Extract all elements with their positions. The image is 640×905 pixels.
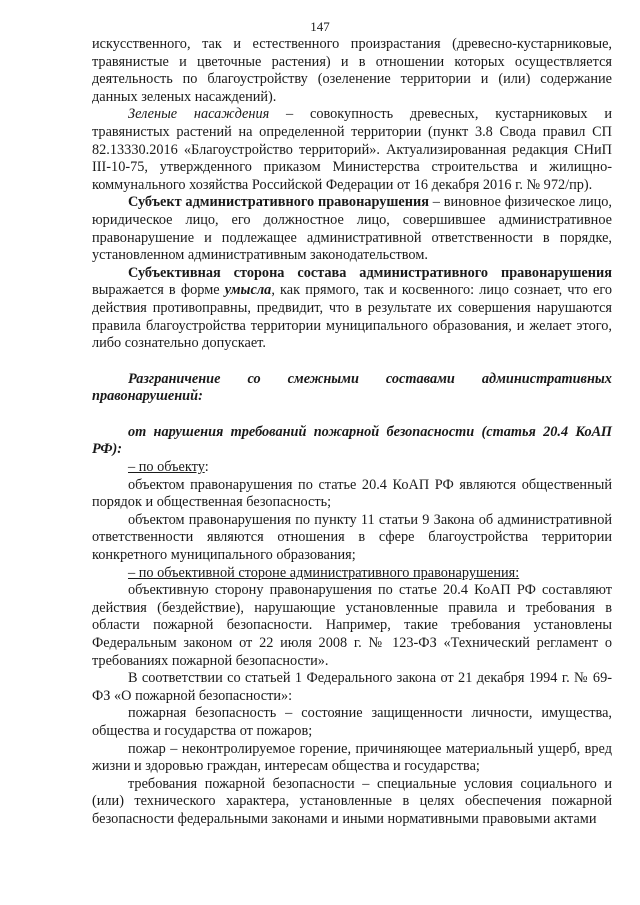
- term-intent: умысла: [224, 282, 272, 299]
- paragraph-green-spaces: [92, 106, 612, 194]
- page-number: 147: [310, 19, 330, 34]
- heading-fire-safety: от нарушения требований пожарной безопасности (статья 20.4 КоАП РФ):: [92, 423, 612, 458]
- paragraph-object-item-11: объектом правонарушения по пункту 11 статьи 9 Закона об административной ответственности являются отношения в сфере благоустройства территории конкретного муниципального образования;: [92, 511, 612, 564]
- heading-word-1: Разграничение: [128, 370, 221, 387]
- by-object-label: – по объекту: [128, 459, 205, 476]
- page-body: [92, 36, 612, 829]
- text-subjective-side-b: , как прямого, так и косвенного: лицо сознает, что его действия противоправны, предвидит, что в результате их совершения нарушаются правила благоустройства территории муниципального образования, и желает этого, либо сознательно допускает.: [92, 282, 612, 352]
- heading-word-2: со: [247, 370, 261, 387]
- paragraph-fire-safety-definition: пожарная безопасность – состояние защищенности личности, имущества, общества и государства от пожаров;: [92, 705, 612, 739]
- by-objective-side-label: – по объективной стороне административного правонарушения:: [128, 564, 520, 581]
- paragraph-subject: [92, 194, 612, 264]
- heading-word-5: административных: [481, 370, 612, 387]
- term-subjective-side: Субъективная сторона состава административного правонарушения: [128, 264, 612, 281]
- paragraph-object-20-4: объектом правонарушения по статье 20.4 КоАП РФ являются общественный порядок и общественная безопасность;: [92, 476, 612, 511]
- text-subjective-side-a: выражается в форме: [92, 282, 225, 299]
- paragraph-subjective-side: [92, 265, 612, 353]
- term-green-spaces: Зеленые насаждения: [128, 106, 270, 123]
- heading-line-2: правонарушений:: [92, 388, 203, 405]
- heading-word-3: смежными: [287, 370, 359, 387]
- paragraph-fire-requirements: требования пожарной безопасности – специальные условия социального и (или) технического характера, установленные в целях обеспечения пожарной безопасности федеральными законами и иными нормативными правовыми актами: [92, 775, 612, 827]
- heading-word-4: составами: [385, 370, 455, 387]
- paragraph-objective-side: объективную сторону правонарушения по статье 20.4 КоАП РФ составляют действия (бездействие), нарушающие установленные правила и требования в области пожарной безопасности. Например, такие требования установлены Федеральным законом от 22 июля 2008 г. № 123-ФЗ «Технический регламент о требованиях пожарной безопасности».: [92, 582, 612, 669]
- heading-delimitation: [92, 371, 612, 406]
- definition-green-spaces: – совокупность древесных, кустарниковых и травянистых растений на определенной территории (пункт 3.8 Свода правил СП 82.13330.2016 «Благоустройство территорий». Актуализированная редакция СНиП III-10-75, утвержденного приказом Министерства строительства и жилищно-коммунального хозяйства Российской Федерации от 16 декабря 2016 г. № 972/пр).: [92, 106, 612, 193]
- paragraph-continuation: искусственного, так и естественного произрастания (древесно-кустарниковые, травянистые и цветочные растения) и в отношении которых осуществляется деятельность по благоустройству (озеленение территории и (или) содержание данных зеленых насаждений).: [92, 36, 612, 105]
- term-subject: Субъект административного правонарушения: [128, 194, 429, 211]
- subheading-by-objective-side: [92, 565, 612, 583]
- by-object-colon: :: [204, 459, 209, 476]
- definition-subject: – виновное физическое лицо, юридическое лицо, его должностное лицо, совершившее административное правонарушение и подлежащее административной ответственности в порядке, установленном административным законодательством.: [92, 194, 612, 264]
- paragraph-law-69: В соответствии со статьей 1 Федерального закона от 21 декабря 1994 г. № 69-ФЗ «О пожарной безопасности»:: [92, 670, 612, 704]
- paragraph-fire-definition: пожар – неконтролируемое горение, причиняющее материальный ущерб, вред жизни и здоровью граждан, интересам общества и государства;: [92, 740, 612, 775]
- subheading-by-object: [92, 459, 612, 477]
